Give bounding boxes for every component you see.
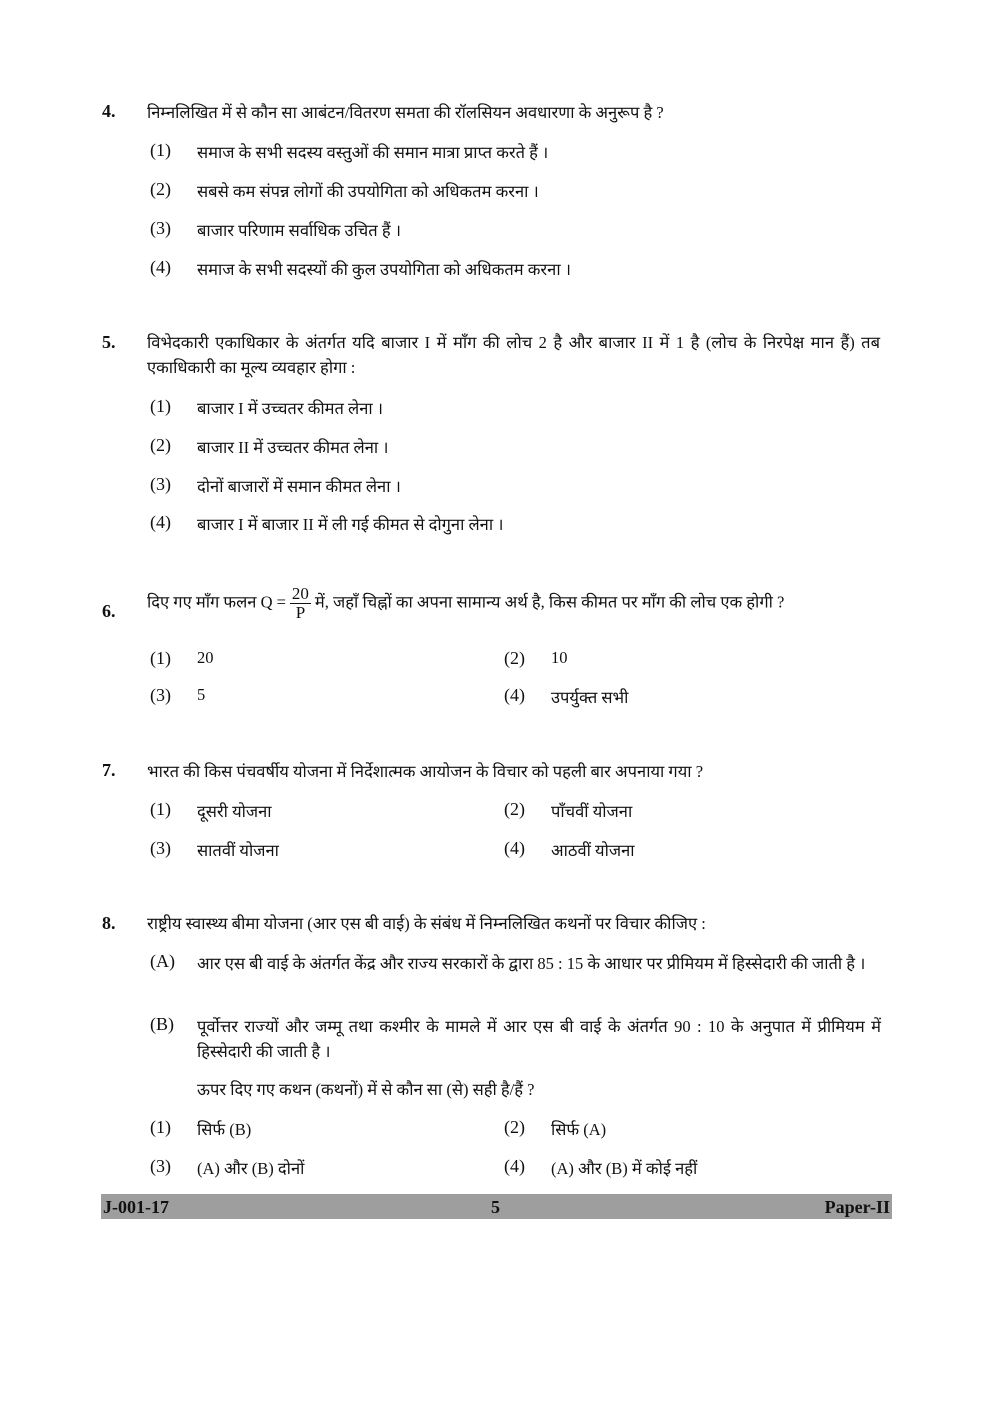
- option-number: (1): [150, 799, 171, 819]
- fraction-denominator: P: [295, 603, 306, 622]
- statement-text: आर एस बी वाई के अंतर्गत केंद्र और राज्य सरकारों के द्वारा 85 : 15 के आधार पर प्रीमियम में हिस्सेदारी की जाती है ।: [197, 954, 866, 973]
- paper-code: J-001-17: [103, 1197, 169, 1217]
- option-text: बाजार II में उच्चतर कीमत लेना ।: [197, 438, 389, 457]
- question-text: भारत की किस पंचवर्षीय योजना में निर्देशात्मक आयोजन के विचार को पहली बार अपनाया गया ?: [147, 762, 704, 781]
- question-number: 5.: [102, 332, 116, 352]
- option-text: आठवीं योजना: [551, 841, 635, 860]
- option-text: पाँचवीं योजना: [551, 802, 633, 821]
- option-number: (4): [504, 685, 525, 705]
- option-text: समाज के सभी सदस्यों की कुल उपयोगिता को अधिकतम करना ।: [197, 260, 571, 279]
- option-text: 10: [551, 648, 568, 667]
- option-text: बाजार I में बाजार II में ली गई कीमत से दोगुना लेना ।: [197, 515, 504, 534]
- option-text: सातवीं योजना: [197, 841, 279, 860]
- option-text: उपर्युक्त सभी: [551, 688, 629, 707]
- option-text: 5: [197, 685, 206, 704]
- option-number: (3): [150, 474, 171, 494]
- option-text: सबसे कम संपन्न लोगों की उपयोगिता को अधिकतम करना ।: [197, 182, 539, 201]
- question-text: निम्नलिखित में से कौन सा आबंटन/वितरण समता की रॉलसियन अवधारणा के अनुरूप है ?: [147, 103, 664, 122]
- question-number: 8.: [102, 913, 116, 933]
- question-text: विभेदकारी एकाधिकार के अंतर्गत यदि बाजार I में माँग की लोच 2 है और बाजार II में 1 है (लोच के निरपेक्ष मान हैं) तब एकाधिकारी का मूल्य व्यवहार होगा :: [147, 333, 880, 377]
- statement-number: (A): [150, 951, 175, 971]
- option-text: 20: [197, 648, 214, 667]
- option-text: समाज के सभी सदस्य वस्तुओं की समान मात्रा प्राप्त करते हैं ।: [197, 143, 549, 162]
- option-text: सिर्फ (B): [197, 1120, 252, 1139]
- option-number: (1): [150, 396, 171, 416]
- question-number: 6.: [102, 601, 116, 621]
- option-text: (A) और (B) दोनों: [197, 1159, 305, 1178]
- option-number: (4): [504, 1156, 525, 1176]
- fraction: [290, 585, 311, 622]
- question-text: राष्ट्रीय स्वास्थ्य बीमा योजना (आर एस बी वाई) के संबंध में निम्नलिखित कथनों पर विचार कीजिए :: [147, 914, 706, 933]
- question-text-after: में, जहाँ चिह्नों का अपना सामान्य अर्थ है, किस कीमत पर माँग की लोच एक होगी ?: [314, 592, 785, 612]
- option-text: दूसरी योजना: [197, 802, 272, 821]
- option-number: (3): [150, 1156, 171, 1176]
- option-number: (1): [150, 648, 171, 668]
- statement-number: (B): [150, 1014, 174, 1034]
- option-number: (3): [150, 685, 171, 705]
- option-number: (4): [150, 257, 171, 277]
- statement-text: पूर्वोत्तर राज्यों और जम्मू तथा कश्मीर के मामले में आर एस बी वाई के अंतर्गत 90 : 10 के अनुपात में प्रीमियम में हिस्सेदारी की जाती है ।: [197, 1017, 881, 1061]
- question-number: 7.: [102, 760, 116, 780]
- option-text: दोनों बाजारों में समान कीमत लेना ।: [197, 477, 401, 496]
- question-number: 4.: [102, 101, 116, 121]
- option-number: (1): [150, 140, 171, 160]
- option-number: (3): [150, 218, 171, 238]
- option-text: बाजार I में उच्चतर कीमत लेना ।: [197, 399, 384, 418]
- option-text: (A) और (B) में कोई नहीं: [551, 1159, 698, 1178]
- option-number: (2): [504, 648, 525, 668]
- option-number: (2): [504, 799, 525, 819]
- option-number: (4): [150, 512, 171, 532]
- question-text: [147, 585, 880, 622]
- option-number: (2): [504, 1117, 525, 1137]
- option-number: (1): [150, 1117, 171, 1137]
- option-text: बाजार परिणाम सर्वाधिक उचित हैं ।: [197, 221, 401, 240]
- page-footer: [101, 1194, 892, 1219]
- option-text: सिर्फ (A): [551, 1120, 607, 1139]
- option-number: (2): [150, 435, 171, 455]
- option-number: (3): [150, 838, 171, 858]
- question-text-before: दिए गए माँग फलन Q =: [147, 592, 286, 612]
- prompt-text: ऊपर दिए गए कथन (कथनों) में से कौन सा (से) सही है/हैं ?: [197, 1080, 535, 1099]
- page-number: 5: [491, 1197, 500, 1217]
- option-number: (4): [504, 838, 525, 858]
- fraction-numerator: 20: [291, 584, 309, 603]
- option-number: (2): [150, 179, 171, 199]
- paper-label: Paper-II: [824, 1197, 890, 1217]
